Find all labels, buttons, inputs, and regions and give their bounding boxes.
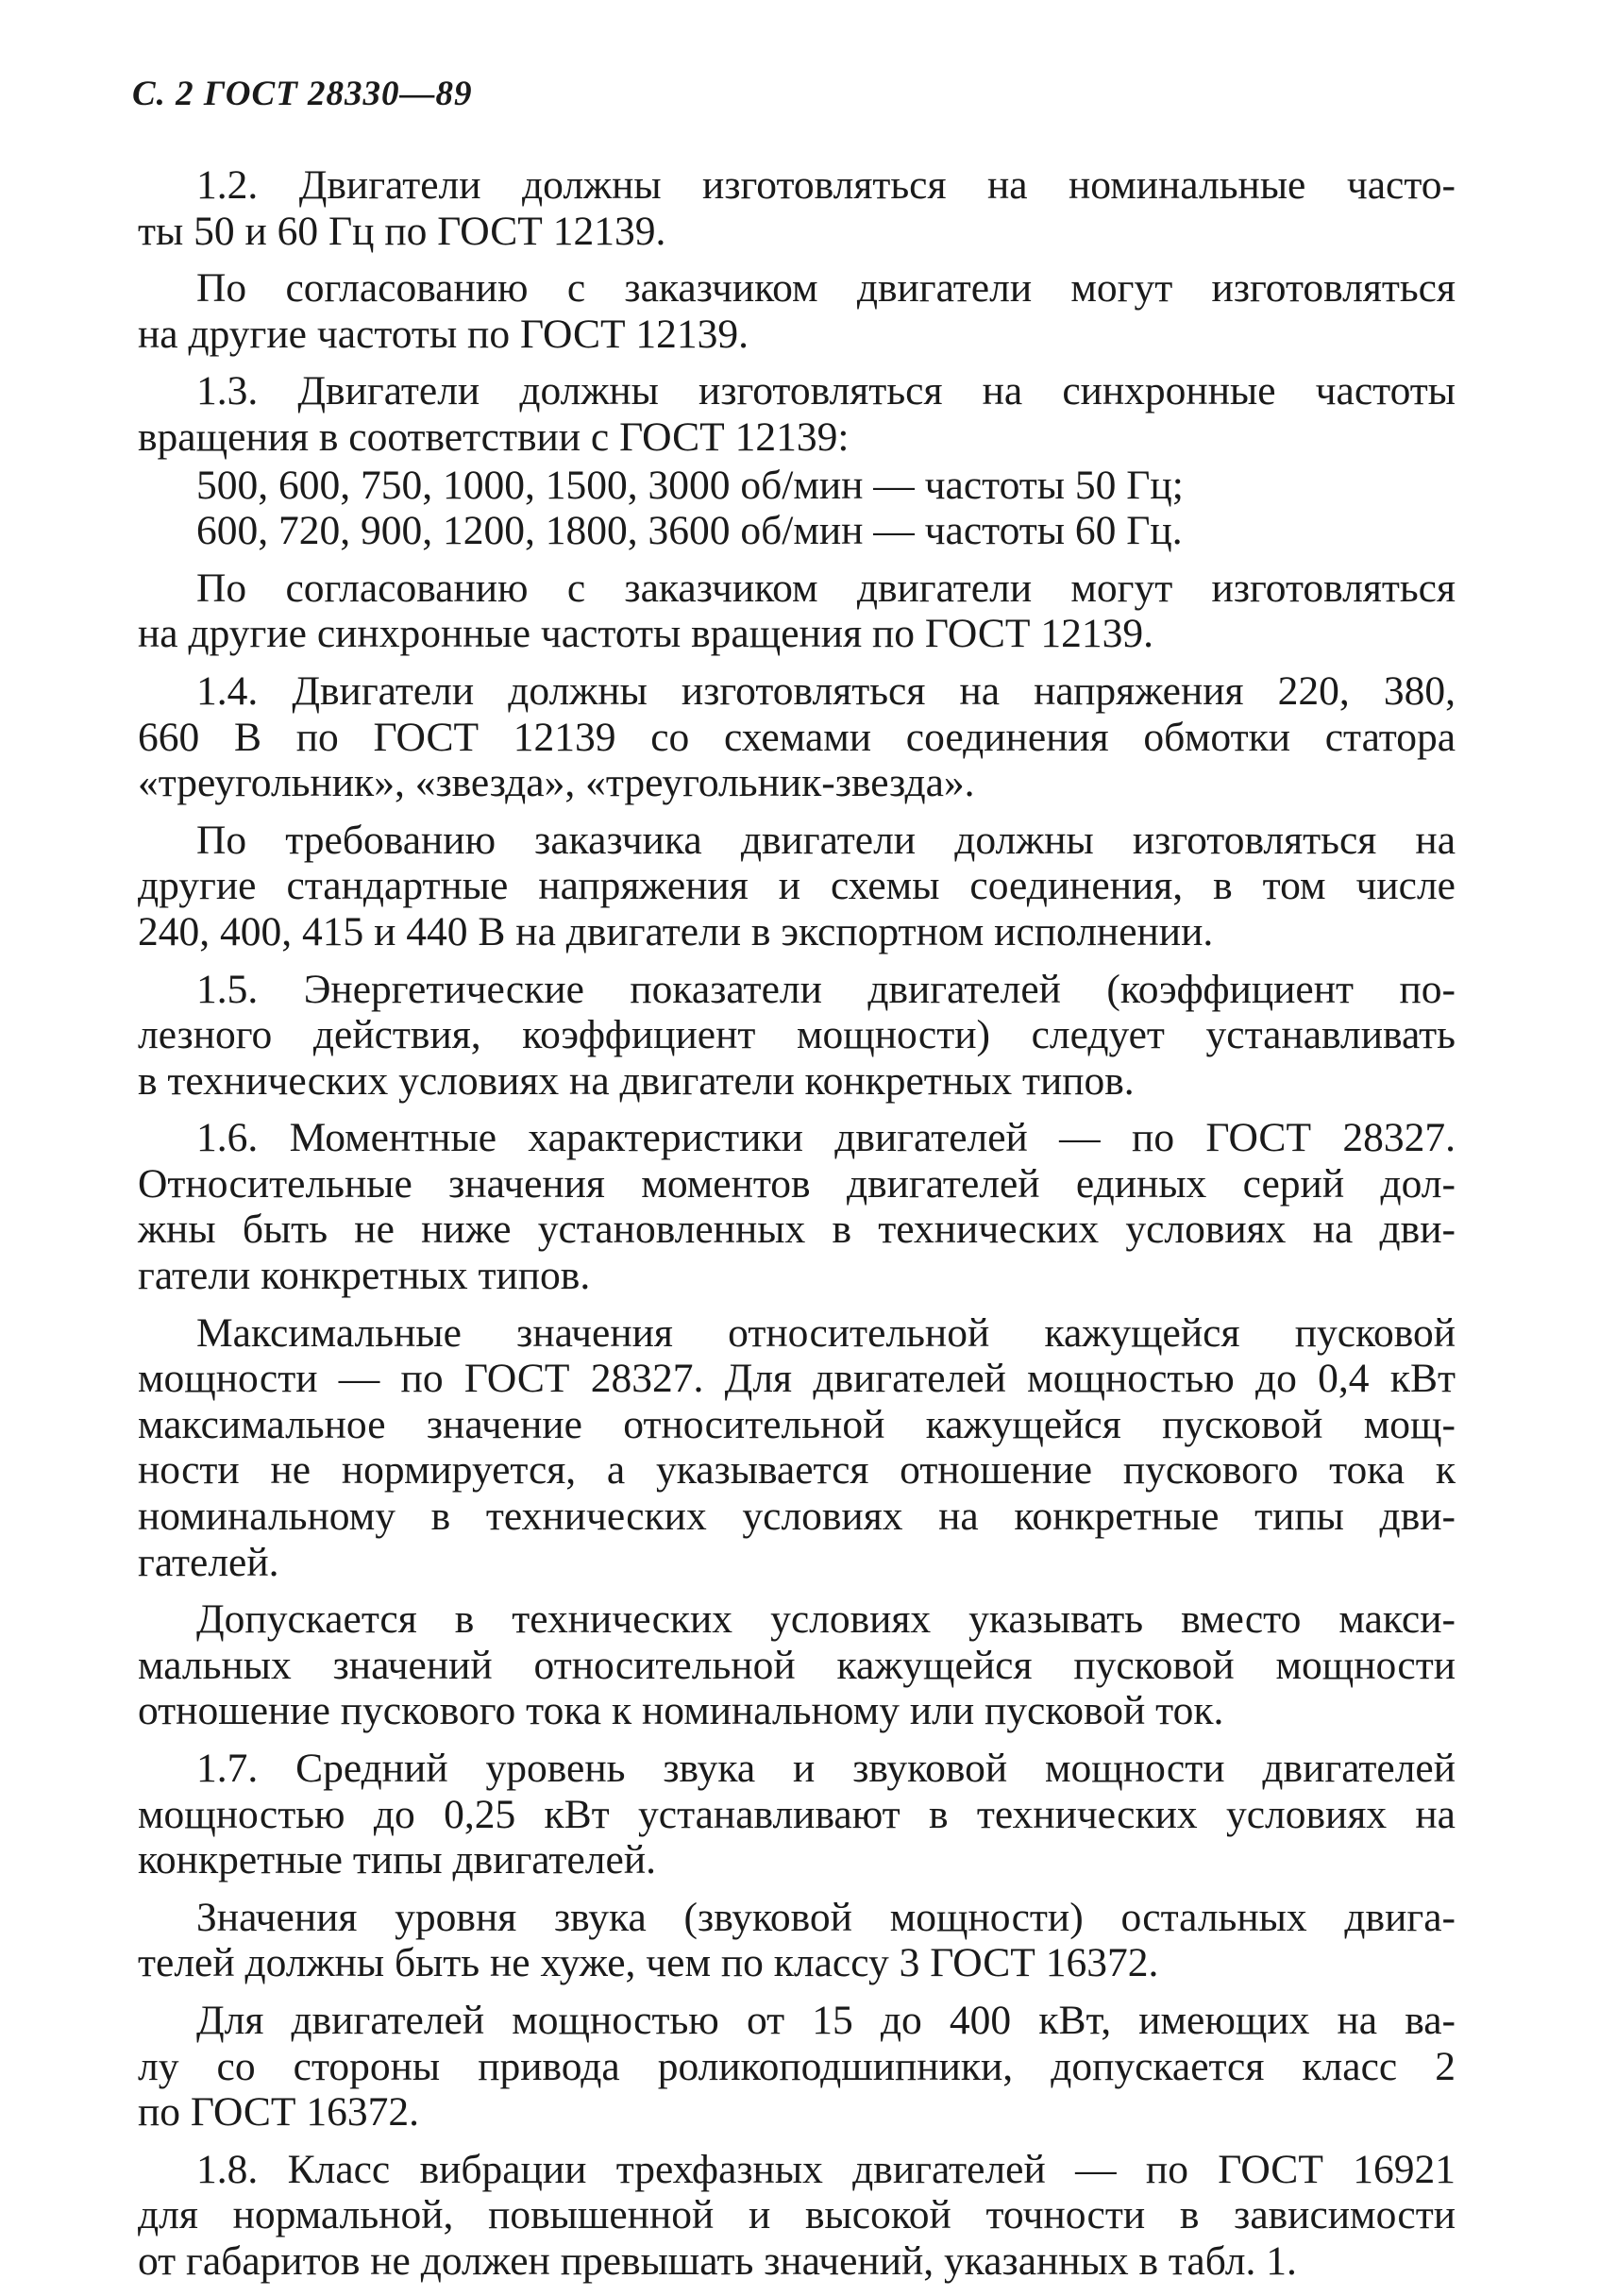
- paragraph-1-5: [138, 967, 1456, 1105]
- text-line: в технических условиях на двигатели конкретных типов.: [138, 1057, 1135, 1104]
- text-line: другие стандартные напряжения и схемы соединения, в том числе: [138, 863, 1456, 909]
- text-line: максимальное значение относительной кажущейся пусковой мощ-: [138, 1401, 1456, 1447]
- text-line: Значения уровня звука (звуковой мощности) остальных двига-: [196, 1894, 1456, 1940]
- text-line: 1.3. Двигатели должны изготовляться на синхронные частоты: [196, 368, 1456, 414]
- paragraph-1-6-allowed: [138, 1596, 1456, 1734]
- text-line: гатели конкретных типов.: [138, 1253, 591, 1299]
- text-line: «треугольник», «звезда», «треугольник-звезда».: [138, 760, 975, 806]
- text-line: 1.5. Энергетические показатели двигателей (коэффициент по-: [196, 966, 1456, 1012]
- text-line: гателей.: [138, 1539, 279, 1585]
- paragraph-1-6: [138, 1115, 1456, 1298]
- text-line: 660 В по ГОСТ 12139 со схемами соединения обмотки статора: [138, 714, 1456, 760]
- text-line: мощностью до 0,25 кВт устанавливают в технических условиях на: [138, 1791, 1456, 1837]
- paragraph-1-8: [138, 2147, 1456, 2285]
- text-line: мощности — по ГОСТ 28327. Для двигателей мощностью до 0,4 кВт: [138, 1356, 1456, 1402]
- text-line: вращения в соответствии с ГОСТ 12139:: [138, 414, 850, 460]
- text-line: отношение пускового тока к номинальному или пусковой ток.: [138, 1688, 1224, 1734]
- rpm-line-50hz: 500, 600, 750, 1000, 1500, 3000 об/мин — частоты 50 Гц;: [196, 462, 1184, 508]
- text-line: для нормальной, повышенной и высокой точности в зависимости: [138, 2192, 1456, 2238]
- text-line: конкретные типы двигателей.: [138, 1837, 656, 1883]
- text-line: на другие синхронные частоты вращения по ГОСТ 12139.: [138, 611, 1153, 657]
- paragraph-1-7: [138, 1746, 1456, 1883]
- paragraph-1-7-bearings: [138, 1998, 1456, 2136]
- text-line: от габаритов не должен превышать значений, указанных в табл. 1.: [138, 2237, 1297, 2284]
- text-line: на другие частоты по ГОСТ 12139.: [138, 311, 749, 357]
- page-header: С. 2 ГОСТ 28330—89: [132, 75, 473, 113]
- paragraph-1-4-request: [138, 818, 1456, 955]
- text-line: По требованию заказчика двигатели должны изготовляться на: [196, 817, 1456, 863]
- text-line: мальных значений относительной кажущейся пусковой мощности: [138, 1642, 1456, 1688]
- text-line: по ГОСТ 16372.: [138, 2089, 420, 2136]
- text-line: Относительные значения моментов двигателей единых серий дол-: [138, 1160, 1456, 1207]
- text-line: По согласованию с заказчиком двигатели могут изготовляться: [196, 265, 1456, 312]
- paragraph-1-4: [138, 668, 1456, 806]
- rpm-line-60hz: 600, 720, 900, 1200, 1800, 3600 об/мин — частоты 60 Гц.: [196, 508, 1183, 554]
- text-line: лезного действия, коэффициент мощности) следует устанавливать: [138, 1012, 1456, 1058]
- text-line: лу со стороны привода роликоподшипники, допускается класс 2: [138, 2043, 1456, 2089]
- document-body: [138, 162, 1456, 2296]
- paragraph-1-7-sound-level: [138, 1895, 1456, 1986]
- text-line: телей должны быть не хуже, чем по классу 3 ГОСТ 16372.: [138, 1940, 1159, 1986]
- text-line: 240, 400, 415 и 440 В на двигатели в экспортном исполнении.: [138, 908, 1214, 954]
- text-line: 1.4. Двигатели должны изготовляться на напряжения 220, 380,: [196, 667, 1456, 714]
- text-line: ности не нормируется, а указывается отношение пускового тока к: [138, 1447, 1456, 1494]
- text-line: Для двигателей мощностью от 15 до 400 кВт, имеющих на ва-: [196, 1997, 1456, 2043]
- text-line: 1.6. Моментные характеристики двигателей — по ГОСТ 28327.: [196, 1115, 1456, 1161]
- text-line: 1.2. Двигатели должны изготовляться на номинальные часто-: [196, 162, 1456, 208]
- paragraph-1-2-agreement: [138, 265, 1456, 357]
- text-line: 1.7. Средний уровень звука и звуковой мощности двигателей: [196, 1746, 1456, 1791]
- text-line: 1.8. Класс вибрации трехфазных двигателей — по ГОСТ 16921: [196, 2146, 1456, 2192]
- text-line: Максимальные значения относительной кажущейся пусковой: [196, 1309, 1456, 1356]
- text-line: жны быть не ниже установленных в технических условиях на дви-: [138, 1207, 1456, 1253]
- text-line: По согласованию с заказчиком двигатели могут изготовляться: [196, 565, 1456, 611]
- rpm-list: [138, 463, 1456, 554]
- paragraph-1-3-agreement: [138, 566, 1456, 657]
- text-line: ты 50 и 60 Гц по ГОСТ 12139.: [138, 208, 666, 254]
- text-line: номинальному в технических условиях на конкретные типы дви-: [138, 1494, 1456, 1540]
- paragraph-1-6-max-power: [138, 1310, 1456, 1586]
- paragraph-1-3: [138, 368, 1456, 460]
- text-line: Допускается в технических условиях указывать вместо макси-: [196, 1596, 1456, 1643]
- paragraph-1-2: [138, 162, 1456, 254]
